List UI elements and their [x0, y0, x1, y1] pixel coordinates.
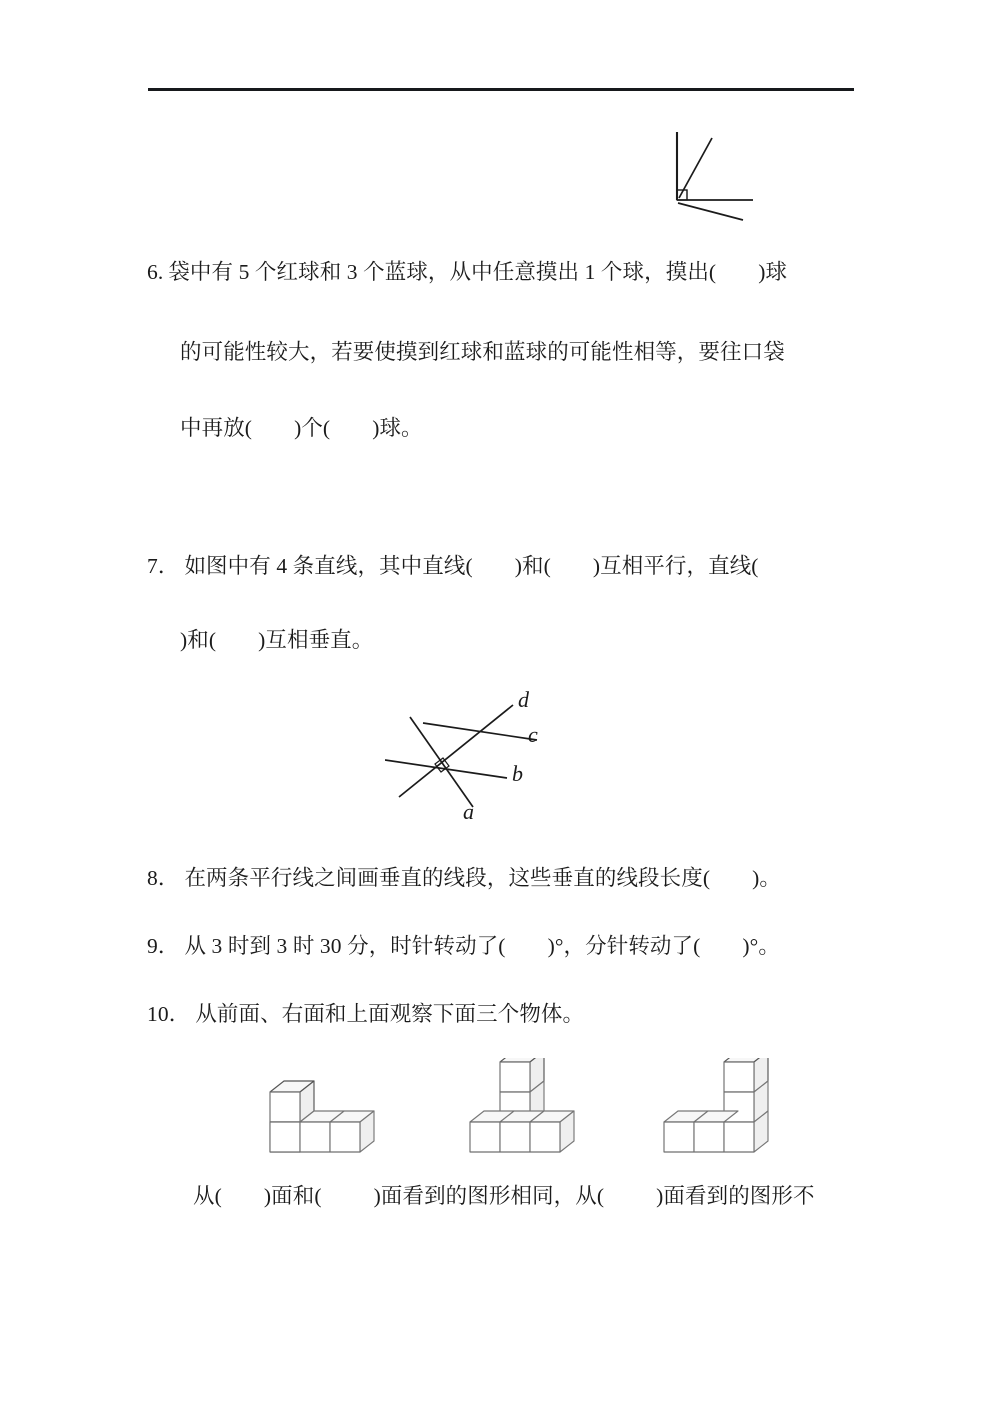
question-9-text-b: )°，分针转动了(	[547, 934, 701, 958]
question-6-text-d: )个(	[294, 416, 331, 440]
question-6-line-1	[147, 262, 857, 284]
question-10-line-2	[193, 1186, 903, 1208]
question-6-number: 6.	[147, 260, 164, 284]
question-10-text-e: )面看到的图形不	[656, 1184, 815, 1208]
question-6-line-2	[180, 342, 890, 364]
question-10-text-d: )面看到的图形相同，从(	[373, 1184, 605, 1208]
question-8-text-a: 在两条平行线之间画垂直的线段，这些垂直的线段长度(	[184, 866, 711, 890]
four-lines-diagram	[385, 685, 565, 820]
question-9-text-c: )°。	[742, 934, 780, 958]
question-6-text-c: 中再放(	[180, 416, 253, 440]
line-label-d: d	[518, 687, 529, 712]
question-10-text-a: 从前面、右面和上面观察下面三个物体。	[195, 1002, 585, 1026]
question-6-text-line2: 的可能性较大，若要使摸到红球和蓝球的可能性相等，要往口袋	[180, 340, 785, 364]
cube-solid-1	[258, 1058, 388, 1158]
question-9-text-a: 从 3 时到 3 时 30 分，时针转动了(	[184, 934, 506, 958]
cube-figures-row	[0, 1050, 1000, 1160]
header-rule	[148, 88, 854, 91]
question-7-line-1	[147, 556, 857, 578]
question-7-text-a: 如图中有 4 条直线，其中直线(	[184, 554, 473, 578]
question-9-number: 9．	[147, 934, 180, 958]
question-6-text-b: )球	[758, 260, 788, 284]
question-7-text-d: )和(	[180, 628, 217, 652]
question-10-number: 10．	[147, 1002, 191, 1026]
question-7-text-e: )互相垂直。	[258, 628, 374, 652]
question-7-line-2	[180, 630, 890, 652]
cube-solid-2	[458, 1058, 588, 1158]
angle-rays-diagram	[650, 110, 770, 225]
question-7-text-b: )和(	[514, 554, 551, 578]
question-6-text-e: )球。	[372, 416, 423, 440]
line-label-c: c	[528, 722, 538, 747]
question-10-line-1	[147, 1004, 857, 1026]
question-10-text-c: )面和(	[263, 1184, 322, 1208]
question-8-text-b: )。	[752, 866, 781, 890]
question-8-number: 8．	[147, 866, 180, 890]
question-10-text-b: 从(	[193, 1184, 222, 1208]
question-8-line-1	[147, 868, 857, 890]
question-9-line-1	[147, 936, 857, 958]
question-7-text-c: )互相平行，直线(	[592, 554, 759, 578]
question-6-text-a: 袋中有 5 个红球和 3 个蓝球，从中任意摸出 1 个球，摸出(	[168, 260, 717, 284]
cube-solid-3	[652, 1058, 782, 1158]
line-label-b: b	[512, 761, 523, 786]
line-label-a: a	[463, 799, 474, 820]
question-6-line-3	[180, 418, 890, 440]
question-7-number: 7．	[147, 554, 180, 578]
